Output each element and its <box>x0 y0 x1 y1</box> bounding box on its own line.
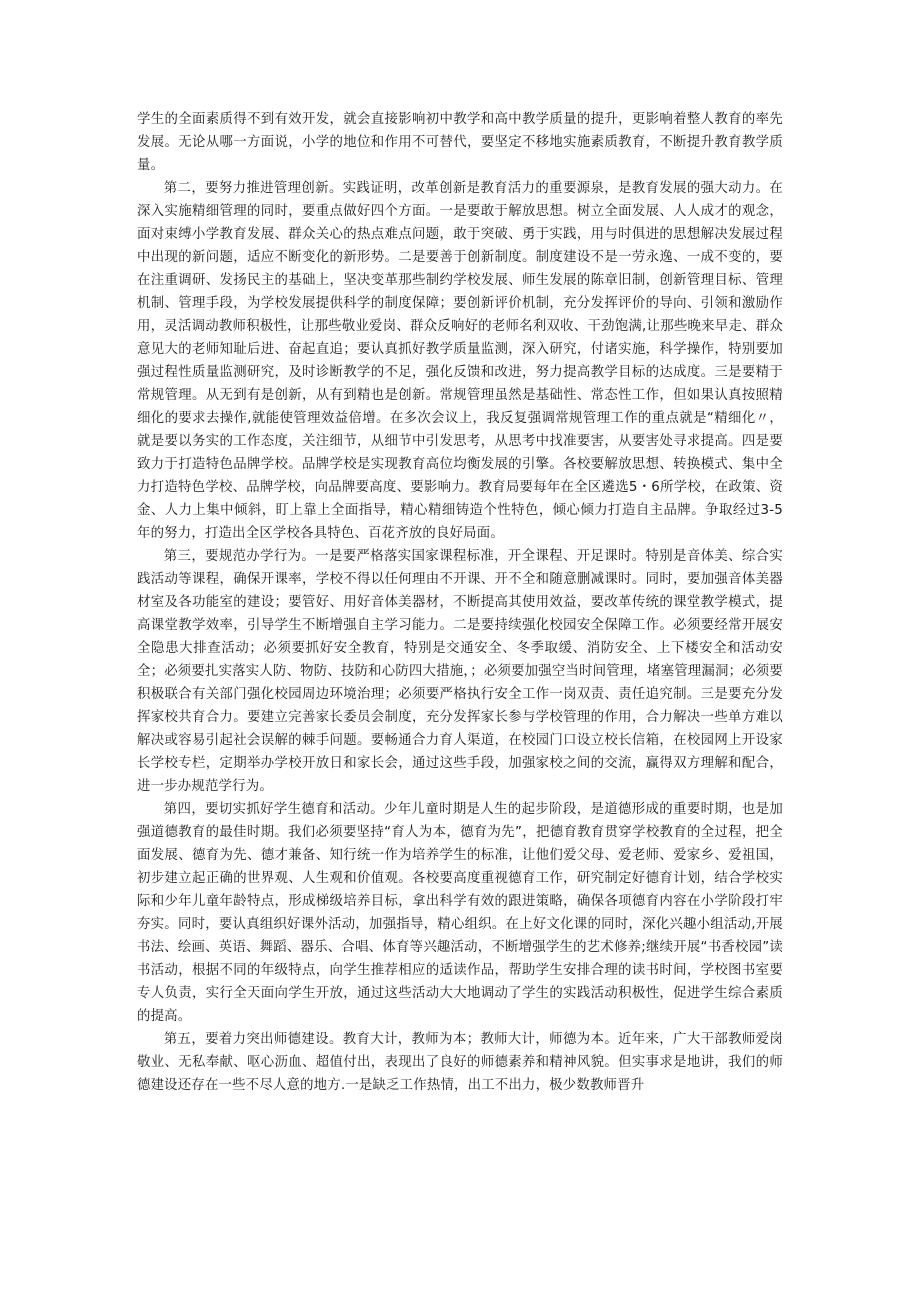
paragraph-3: 第三，要规范办学行为。一是要严格落实国家课程标准，开全课程、开足课时。特别是音体美、综合实践活动等课程，确保开课率，学校不得以任何理由不开课、开不全和随意删减课时。同时，要加强音体美器材室及各功能室的建设；要管好、用好音体美器材，不断提高其使用效益，要改革传统的课堂教学模式，提高课堂教学效率，引导学生不断增强自主学习能力。二是要持续强化校园安全保障工作。必须要经常开展安全隐患大排查活动；必须要抓好安全教育，特别是交通安全、冬季取缓、消防安全、上下楼安全和活动安全；必须要扎实落实人防、物防、技防和心防四大措施，；必须要加强空当时间管理，堵塞管理漏洞；必须要积极联合有关部门强化校园周边环境治理；必须要严格执行安全工作一岗双责、责任追究制。三是要充分发挥家校共育合力。要建立完善家长委员会制度，充分发挥家长参与学校管理的作用，合力解决一些单方难以解决或容易引起社会误解的棘手问题。要畅通合力育人渠道，在校园门口设立校长信箱，在校园网上开设家长学校专栏，定期举办学校开放日和家长会，通过这些手段，加强家校之间的交流，赢得双方理解和配合，进一步办规范学行为。 <box>137 549 783 794</box>
document-page <box>137 108 783 1097</box>
paragraph-1: 学生的全面素质得不到有效开发，就会直接影响初中教学和高中教学质量的提升，更影响着整人教育的率先发展。无论从哪一方面说，小学的地位和作用不可替代，要坚定不移地实施素质教育，不断提升教育教学质量。 <box>137 112 783 173</box>
paragraph-4: 第四，要切实抓好学生德育和活动。少年儿童时期是人生的起步阶段，是道德形成的重要时期，也是加强道德教育的最佳时期。我们必须要坚持“育人为本，德育为先”，把德育教育贯穿学校教育的全过程，把全面发展、德育为先、德才兼备、知行统一作为培养学生的标准，让他们爱父母、爱老师、爱家乡、爱祖国，初步建立起正确的世界观、人生观和价值观。各校要高度重视德育工作，研究制定好德育计划，结合学校实际和少年儿童年龄特点，形成梯级培养目标，拿出科学有效的跟进策略，确保各项德育内容在小学阶段打牢夯实。同时，要认真组织好课外活动，加强指导，精心组织。在上好文化课的同时，深化兴趣小组活动,开展书法、绘画、英语、舞蹈、器乐、合唱、体育等兴趣活动，不断增强学生的艺术修养;继续开展“书香校园”读书活动，根据不同的年级特点，向学生推荐相应的适读作品，帮助学生安排合理的读书时间，学校图书室要专人负责，实行全天面向学生开放，通过这些活动大大地调动了学生的实践活动积极性，促进学生综合素质的提高。 <box>137 802 783 1024</box>
paragraph-5: 第五，要着力突出师德建设。教育大计，教师为本；教师大计，师德为本。近年来，广大干部教师爱岗敬业、无私奉献、呕心沥血、超值付出，表现出了良好的师德素养和精神风貌。但实事求是地讲，我们的师德建设还存在一些不尽人意的地方.一是缺乏工作热情，出工不出力，极少数教师晋升 <box>137 1032 783 1093</box>
paragraph-2: 第二，要努力推进管理创新。实践证明，改革创新是教育活力的重要源泉，是教育发展的强大动力。在深入实施精细管理的同时，要重点做好四个方面。一是要敢于解放思想。树立全面发展、人人成才的观念，面对束缚小学教育发展、群众关心的热点难点问题，敢于突破、勇于实践，用与时俱进的思想解决发展过程中出现的新问题，适应不断变化的新形势。二是要善于创新制度。制度建设不是一劳永逸、一成不变的，要在注重调研、发扬民主的基础上，坚决变革那些制约学校发展、师生发展的陈章旧制，创新管理目标、管理机制、管理手段，为学校发展提供科学的制度保障；要创新评价机制，充分发挥评价的导向、引领和激励作用，灵活调动教师积极性，让那些敬业爱岗、群众反响好的老师名利双收、干劲饱满,让那些晚来早走、群众意见大的老师知耻后进、奋起直追；要认真抓好教学质量监测，深入研究，付诸实施，科学操作，特别要加强过程性质量监测研究，及时诊断教学的不足，强化反馈和改进，努力提高教学目标的达成度。三是要精于常规管理。从无到有是创新，从有到精也是创新。常规管理虽然是基础性、常态性工作，但如果认真按照精细化的要求去操作,就能使管理效益倍增。在多次会议上，我反复强调常规管理工作的重点就是“精细化〃，就是要以务实的工作态度，关注细节，从细节中引发思考，从思考中找准要害，从要害处寻求提高。四是要致力于打造特色品牌学校。品牌学校是实现教育高位均衡发展的引擎。各校要解放思想、转换模式、集中全力打造特色学校、品牌学校，向品牌要高度、要影响力。教育局要每年在全区遴选5・6所学校，在政策、资金、人力上集中倾斜，盯上靠上全面指导，精心精细铸造个性特色，倾心倾力打造自主品牌。争取经过3-5年的努力，打造出全区学校各具特色、百花齐放的良好局面。 <box>137 181 783 541</box>
